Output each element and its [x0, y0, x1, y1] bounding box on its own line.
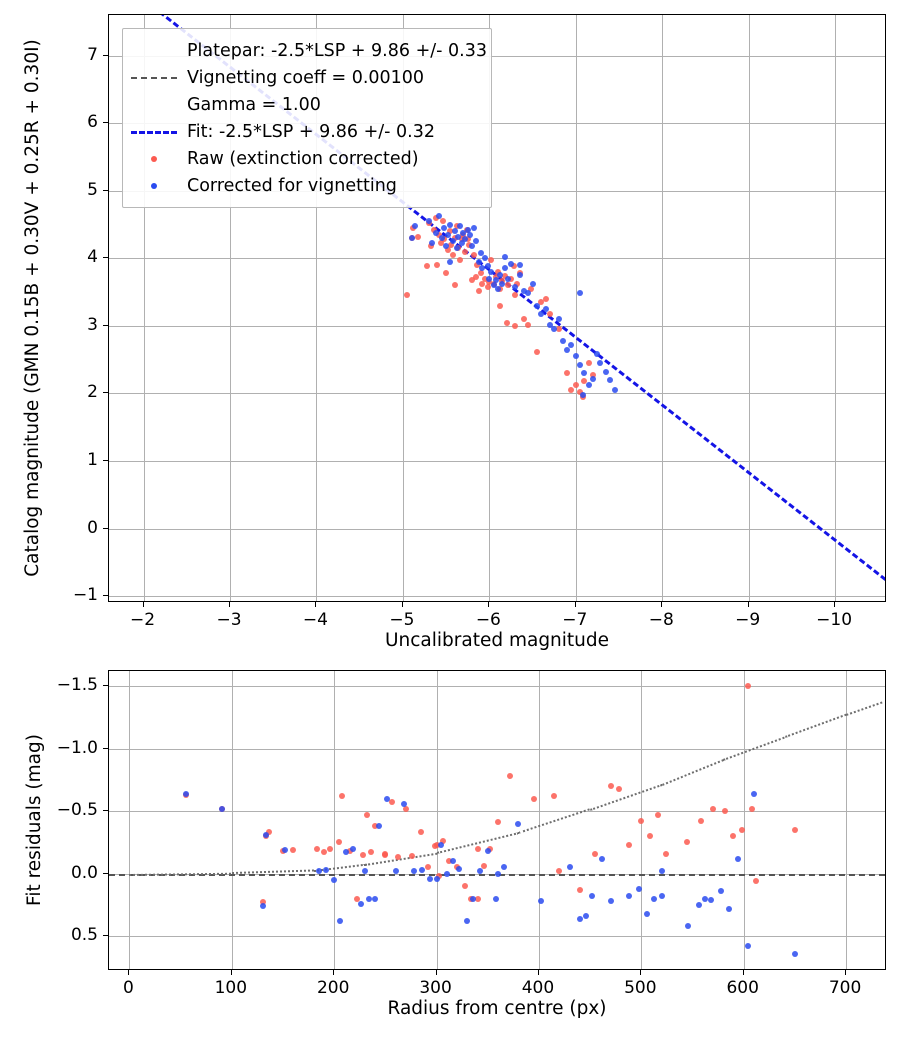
- data-point: [441, 225, 447, 231]
- data-point: [586, 360, 592, 366]
- x-tick: [661, 602, 662, 607]
- data-point: [638, 818, 644, 824]
- data-point: [530, 281, 536, 287]
- data-point: [409, 853, 415, 859]
- data-point: [551, 326, 557, 332]
- data-point: [493, 896, 499, 902]
- data-point: [525, 290, 531, 296]
- legend-key-dashed-blue: [131, 125, 177, 139]
- data-point: [722, 808, 728, 814]
- vignetting-curve-segment: [590, 784, 662, 811]
- data-point: [577, 887, 583, 893]
- data-point: [607, 377, 613, 383]
- data-point: [517, 272, 523, 278]
- legend-item-vignetting-coeff: [131, 64, 481, 91]
- data-point: [745, 943, 751, 949]
- x-tick: [538, 970, 539, 975]
- data-point: [583, 913, 589, 919]
- y-tick: [103, 392, 108, 393]
- x-axis-label-top: Uncalibrated magnitude: [384, 630, 610, 651]
- data-point: [457, 223, 463, 229]
- data-point: [564, 370, 570, 376]
- data-point: [608, 783, 614, 789]
- data-point: [362, 868, 368, 874]
- y-tick-label: 7: [87, 44, 98, 65]
- data-point: [464, 918, 470, 924]
- data-point: [508, 261, 514, 267]
- data-point: [497, 303, 503, 309]
- data-point: [580, 392, 586, 398]
- data-point: [426, 218, 432, 224]
- x-tick-label: −7: [562, 610, 588, 630]
- x-tick-label: −3: [216, 610, 242, 630]
- y-tick: [103, 873, 108, 874]
- data-point: [415, 234, 421, 240]
- x-tick-label: −4: [302, 610, 328, 630]
- data-point: [434, 876, 440, 882]
- data-point: [366, 896, 372, 902]
- x-tick: [231, 970, 232, 975]
- legend-label: Gamma = 1.00: [187, 94, 321, 115]
- gridline-horizontal: [109, 936, 885, 937]
- data-point: [547, 311, 553, 317]
- x-tick: [128, 970, 129, 975]
- data-point: [497, 272, 503, 278]
- y-tick-label: 0: [87, 517, 98, 538]
- data-point: [525, 322, 531, 328]
- data-point: [372, 896, 378, 902]
- data-point: [495, 871, 501, 877]
- data-point: [515, 821, 521, 827]
- data-point: [401, 801, 407, 807]
- legend-key-blank: [131, 98, 177, 112]
- data-point: [502, 265, 508, 271]
- data-point: [434, 262, 440, 268]
- data-point: [655, 812, 661, 818]
- data-point: [447, 259, 453, 265]
- legend-key-blank: [131, 44, 177, 58]
- data-point: [792, 951, 798, 957]
- gridline-vertical: [744, 671, 745, 969]
- data-point: [457, 257, 463, 263]
- data-point: [323, 867, 329, 873]
- data-point: [337, 918, 343, 924]
- data-point: [577, 290, 583, 296]
- data-point: [685, 923, 691, 929]
- data-point: [290, 847, 296, 853]
- data-point: [589, 893, 595, 899]
- data-point: [419, 867, 425, 873]
- data-point: [360, 852, 366, 858]
- gridline-horizontal: [109, 461, 885, 462]
- y-tick-label: 2: [87, 382, 98, 403]
- data-point: [411, 868, 417, 874]
- data-point: [749, 806, 755, 812]
- data-point: [512, 292, 518, 298]
- gridline-vertical: [437, 671, 438, 969]
- data-point: [327, 846, 333, 852]
- y-tick: [103, 122, 108, 123]
- gridline-vertical: [129, 671, 130, 969]
- data-point: [577, 916, 583, 922]
- data-point: [409, 235, 415, 241]
- x-tick-label: −10: [816, 610, 853, 630]
- data-point: [314, 846, 320, 852]
- data-point: [739, 827, 745, 833]
- data-point: [702, 896, 708, 902]
- x-tick: [640, 970, 641, 975]
- data-point: [485, 848, 491, 854]
- legend-top: [122, 28, 492, 208]
- data-point: [651, 896, 657, 902]
- gridline-vertical: [662, 15, 663, 601]
- data-point: [505, 276, 511, 282]
- data-point: [556, 868, 562, 874]
- data-point: [730, 833, 736, 839]
- data-point: [586, 382, 592, 388]
- legend-key-dot-blue: [131, 179, 177, 193]
- data-point: [425, 864, 431, 870]
- plot-area-fit-residuals: [108, 670, 886, 970]
- x-tick: [143, 602, 144, 607]
- data-point: [745, 683, 751, 689]
- y-tick: [103, 460, 108, 461]
- legend-label: Platepar: -2.5*LSP + 9.86 +/- 0.33: [187, 40, 487, 61]
- x-tick: [315, 602, 316, 607]
- data-point: [597, 360, 603, 366]
- gridline-horizontal: [109, 811, 885, 812]
- data-point: [476, 259, 482, 265]
- data-point: [462, 883, 468, 889]
- data-point: [735, 856, 741, 862]
- data-point: [282, 847, 288, 853]
- data-point: [517, 262, 523, 268]
- data-point: [467, 232, 473, 238]
- data-point: [462, 249, 468, 255]
- x-tick-label: 300: [419, 978, 452, 998]
- y-tick: [103, 685, 108, 686]
- x-axis-label-bottom: Radius from centre (px): [387, 998, 607, 1019]
- data-point: [376, 823, 382, 829]
- y-tick: [103, 257, 108, 258]
- data-point: [636, 886, 642, 892]
- data-point: [718, 888, 724, 894]
- data-point: [477, 868, 483, 874]
- x-tick-label: −2: [130, 610, 156, 630]
- data-point: [260, 903, 266, 909]
- gridline-vertical: [576, 15, 577, 601]
- x-tick-label: 700: [828, 978, 862, 998]
- data-point: [475, 846, 481, 852]
- data-point: [321, 849, 327, 855]
- data-point: [450, 858, 456, 864]
- data-point: [573, 382, 579, 388]
- y-tick-label: 1: [87, 450, 98, 471]
- y-tick-label: −1.5: [56, 675, 98, 695]
- data-point: [698, 818, 704, 824]
- gridline-vertical: [539, 671, 540, 969]
- data-point: [608, 898, 614, 904]
- data-point: [339, 793, 345, 799]
- data-point: [538, 898, 544, 904]
- data-point: [568, 342, 574, 348]
- y-tick-label: 5: [87, 179, 98, 200]
- data-point: [499, 281, 505, 287]
- data-point: [753, 878, 759, 884]
- data-point: [384, 796, 390, 802]
- legend-key-dashed-grey: [131, 71, 177, 85]
- x-tick: [743, 970, 744, 975]
- data-point: [592, 851, 598, 857]
- data-point: [219, 806, 225, 812]
- data-point: [412, 223, 418, 229]
- x-tick-label: −5: [389, 610, 415, 630]
- data-point: [452, 282, 458, 288]
- data-point: [612, 387, 618, 393]
- data-point: [551, 793, 557, 799]
- data-point: [427, 876, 433, 882]
- x-tick-label: −6: [475, 610, 501, 630]
- data-point: [418, 829, 424, 835]
- data-point: [443, 270, 449, 276]
- legend-label: Corrected for vignetting: [187, 175, 397, 196]
- x-tick: [834, 602, 835, 607]
- x-tick: [575, 602, 576, 607]
- y-tick-label: 0.5: [70, 925, 98, 945]
- y-tick-label: −0.5: [56, 800, 98, 820]
- x-tick-label: 600: [726, 978, 759, 998]
- data-point: [439, 235, 445, 241]
- gridline-horizontal: [109, 686, 885, 687]
- legend-item-platepar: [131, 37, 487, 64]
- y-tick: [103, 190, 108, 191]
- data-point: [444, 871, 450, 877]
- gridline-vertical: [334, 671, 335, 969]
- data-point: [599, 856, 605, 862]
- data-point: [726, 906, 732, 912]
- data-point: [659, 893, 665, 899]
- gridline-horizontal: [109, 529, 885, 530]
- gridline-vertical: [749, 15, 750, 601]
- x-tick: [229, 602, 230, 607]
- x-tick: [748, 602, 749, 607]
- data-point: [486, 276, 492, 282]
- data-point: [512, 284, 518, 290]
- data-point: [450, 252, 456, 258]
- data-point: [710, 806, 716, 812]
- gridline-horizontal: [109, 596, 885, 597]
- data-point: [594, 351, 600, 357]
- data-point: [534, 303, 540, 309]
- gridline-vertical: [835, 15, 836, 601]
- data-point: [471, 225, 477, 231]
- data-point: [659, 868, 665, 874]
- legend-label: Fit: -2.5*LSP + 9.86 +/- 0.32: [187, 121, 435, 142]
- gridline-horizontal: [109, 393, 885, 394]
- data-point: [573, 353, 579, 359]
- panel-fit-residuals: [0, 660, 900, 1050]
- y-tick-label: 3: [87, 314, 98, 335]
- data-point: [316, 868, 322, 874]
- x-tick: [333, 970, 334, 975]
- y-tick: [103, 810, 108, 811]
- legend-label: Vignetting coeff = 0.00100: [187, 67, 425, 88]
- legend-item-raw: [131, 145, 481, 172]
- data-point: [450, 238, 456, 244]
- legend-label: Raw (extinction corrected): [187, 148, 419, 169]
- data-point: [331, 877, 337, 883]
- data-point: [495, 819, 501, 825]
- vignetting-curve-segment: [846, 701, 882, 715]
- vignetting-curve-segment: [662, 759, 724, 786]
- y-axis-label-top: Catalog magnitude (GMN 0.15B + 0.30V + 0.25R + 0.30I): [22, 39, 43, 577]
- data-point: [751, 791, 757, 797]
- data-point: [433, 230, 439, 236]
- data-point: [504, 320, 510, 326]
- data-point: [436, 213, 442, 219]
- data-point: [382, 851, 388, 857]
- x-tick-label: 200: [316, 978, 350, 998]
- vignetting-curve-segment: [785, 714, 847, 738]
- data-point: [404, 292, 410, 298]
- y-tick: [103, 935, 108, 936]
- x-tick-label: 400: [521, 978, 555, 998]
- data-point: [393, 868, 399, 874]
- data-point: [336, 839, 342, 845]
- y-tick: [103, 325, 108, 326]
- data-point: [696, 902, 702, 908]
- data-point: [482, 255, 488, 261]
- x-tick: [402, 602, 403, 607]
- data-point: [502, 254, 508, 260]
- data-point: [684, 839, 690, 845]
- data-point: [183, 791, 189, 797]
- data-point: [443, 243, 449, 249]
- data-point: [501, 864, 507, 870]
- data-point: [543, 296, 549, 302]
- data-point: [534, 349, 540, 355]
- x-tick: [488, 602, 489, 607]
- legend-item-gamma: [131, 91, 481, 118]
- data-point: [792, 827, 798, 833]
- data-point: [454, 245, 460, 251]
- data-point: [447, 222, 453, 228]
- x-tick-label: 500: [624, 978, 657, 998]
- x-tick: [845, 970, 846, 975]
- data-point: [358, 901, 364, 907]
- data-point: [567, 864, 573, 870]
- vignetting-curve-segment: [518, 809, 590, 835]
- data-point: [488, 269, 494, 275]
- data-point: [543, 306, 549, 312]
- x-tick-label: 100: [214, 978, 248, 998]
- data-point: [364, 812, 370, 818]
- data-point: [577, 362, 583, 368]
- data-point: [476, 288, 482, 294]
- data-point: [663, 851, 669, 857]
- data-point: [471, 252, 477, 258]
- y-tick-label: 4: [87, 247, 98, 268]
- data-point: [708, 897, 714, 903]
- data-point: [350, 846, 356, 852]
- y-tick: [103, 528, 108, 529]
- data-point: [343, 849, 349, 855]
- x-tick-label: 0: [123, 978, 134, 998]
- data-point: [473, 238, 479, 244]
- legend-item-fit: [131, 118, 481, 145]
- gridline-horizontal: [109, 258, 885, 259]
- data-point: [488, 257, 494, 263]
- data-point: [470, 896, 476, 902]
- x-tick-label: −8: [648, 610, 674, 630]
- data-point: [512, 323, 518, 329]
- data-point: [644, 911, 650, 917]
- data-point: [626, 893, 632, 899]
- data-point: [616, 786, 622, 792]
- data-point: [505, 282, 511, 288]
- data-point: [647, 833, 653, 839]
- y-tick-label: −1.0: [56, 737, 98, 758]
- gridline-horizontal: [109, 749, 885, 750]
- gridline-horizontal: [109, 326, 885, 327]
- data-point: [560, 338, 566, 344]
- gridline-vertical: [232, 671, 233, 969]
- data-point: [507, 773, 513, 779]
- data-point: [462, 236, 468, 242]
- data-point: [429, 240, 435, 246]
- data-point: [438, 842, 444, 848]
- y-tick: [103, 595, 108, 596]
- y-tick: [103, 748, 108, 749]
- y-tick-label: 6: [87, 112, 98, 133]
- data-point: [590, 376, 596, 382]
- x-tick: [436, 970, 437, 975]
- data-point: [603, 369, 609, 375]
- y-tick-label: 0.0: [70, 862, 98, 883]
- data-point: [531, 796, 537, 802]
- y-tick: [103, 55, 108, 56]
- data-point: [368, 849, 374, 855]
- vignetting-curve-segment: [365, 852, 437, 865]
- legend-key-dot-red: [131, 152, 177, 166]
- legend-item-corrected: [131, 172, 481, 199]
- y-axis-label-bottom: Fit residuals (mag): [24, 734, 45, 906]
- y-tick-label: −1: [72, 585, 98, 606]
- data-point: [263, 832, 269, 838]
- x-tick-label: −9: [735, 610, 761, 630]
- data-point: [424, 263, 430, 269]
- data-point: [456, 866, 462, 872]
- data-point: [395, 854, 401, 860]
- data-point: [556, 316, 562, 322]
- data-point: [626, 842, 632, 848]
- data-point: [445, 232, 451, 238]
- data-point: [581, 370, 587, 376]
